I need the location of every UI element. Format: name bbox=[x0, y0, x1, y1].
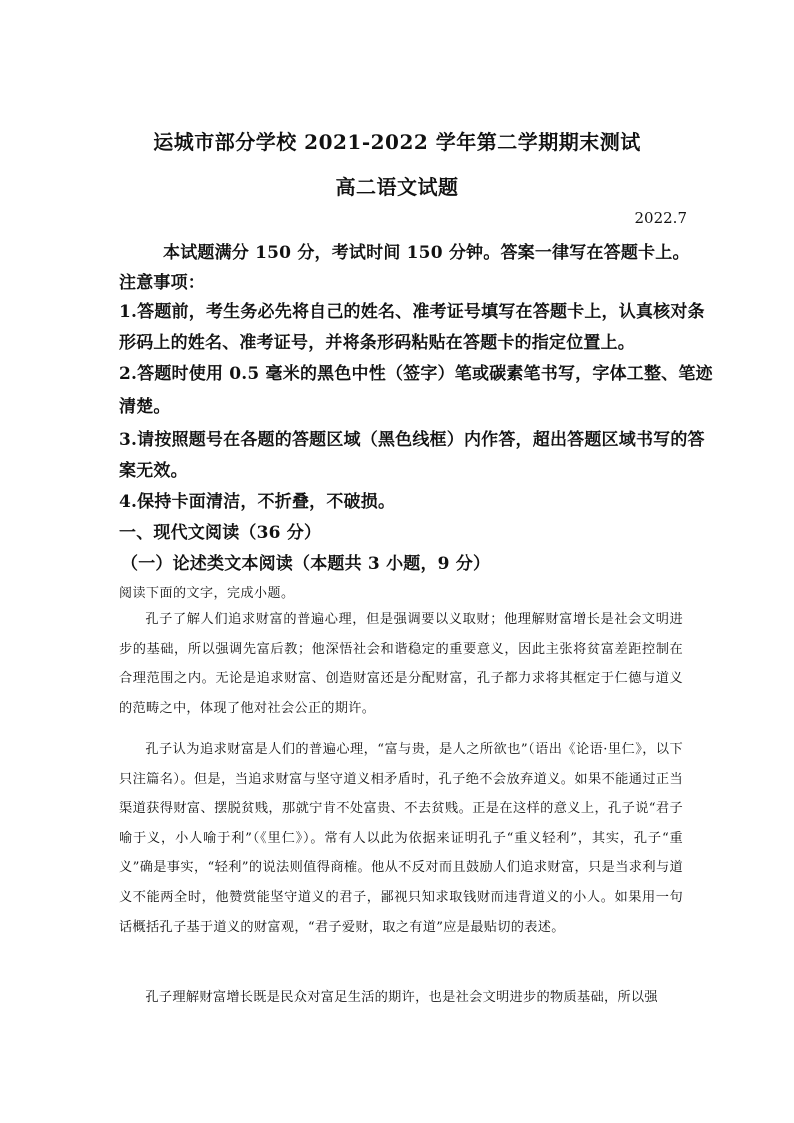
subsection-heading: （一）论述类文本阅读（本题共 3 小题，9 分） bbox=[121, 554, 491, 574]
notice-heading: 注意事项： bbox=[119, 273, 205, 293]
exam-title: 运城市部分学校 2021-2022 学年第二学期期末测试 bbox=[153, 130, 641, 154]
notice-line: 4.保持卡面清洁，不折叠，不破损。 bbox=[119, 492, 396, 512]
section-heading: 一、现代文阅读（36 分） bbox=[119, 523, 322, 543]
exam-intro: 本试题满分 150 分，考试时间 150 分钟。答案一律写在答题卡上。 bbox=[163, 243, 690, 263]
notice-line: 案无效。 bbox=[119, 461, 188, 481]
exam-date: 2022.7 bbox=[634, 209, 687, 227]
passage-paragraph: 孔子认为追求财富是人们的普遍心理，“富与贵，是人之所欲也”（语出《论语·里仁》，以下只注篇名）。但是，当追求财富与坚守道义相矛盾时，孔子绝不会放弃道义。如果不能通过正当渠道获得财富、摆脱贫贱，那就宁肯不处富贵、不去贫贱。正是在这样的意义上，孔子说“君子喻于义，小人喻于利”（《里仁》）。常有人以此为依据来证明孔子“重义轻利”，其实，孔子“重义”确是事实，“轻利”的说法则值得商榷。他从不反对而且鼓励人们追求财富，只是当求利与道义不能两全时，他赞赏能坚守道义的君子，鄙视只知求取钱财而违背道义的小人。如果用一句话概括孔子基于道义的财富观，“君子爱财，取之有道”应是最贴切的表述。 bbox=[119, 742, 683, 935]
notice-line: 3.请按照题号在各题的答题区域（黑色线框）内作答，超出答题区域书写的答 bbox=[119, 430, 705, 450]
reading-instruction: 阅读下面的文字，完成小题。 bbox=[119, 586, 295, 601]
passage-paragraph: 孔子了解人们追求财富的普遍心理，但是强调要以义取财；他理解财富增长是社会文明进步的基础，所以强调先富后教；他深悟社会和谐稳定的重要意义，因此主张将贫富差距控制在合理范围之内。无论是追求财富、创造财富还是分配财富，孔子都力求将其框定于仁德与道义的范畴之中，体现了他对社会公正的期许。 bbox=[119, 612, 683, 716]
notice-line: 形码上的姓名、准考证号，并将条形码粘贴在答题卡的指定位置上。 bbox=[119, 333, 635, 353]
notice-line: 清楚。 bbox=[119, 397, 171, 417]
exam-subtitle: 高二语文试题 bbox=[335, 175, 459, 199]
passage-paragraph: 孔子理解财富增长既是民众对富足生活的期许，也是社会文明进步的物质基础，所以强 bbox=[145, 990, 658, 1005]
notice-line: 2.答题时使用 0.5 毫米的黑色中性（签字）笔或碳素笔书写，字体工整、笔迹 bbox=[119, 364, 713, 384]
notice-line: 1.答题前，考生务必先将自己的姓名、准考证号填写在答题卡上，认真核对条 bbox=[119, 302, 705, 322]
